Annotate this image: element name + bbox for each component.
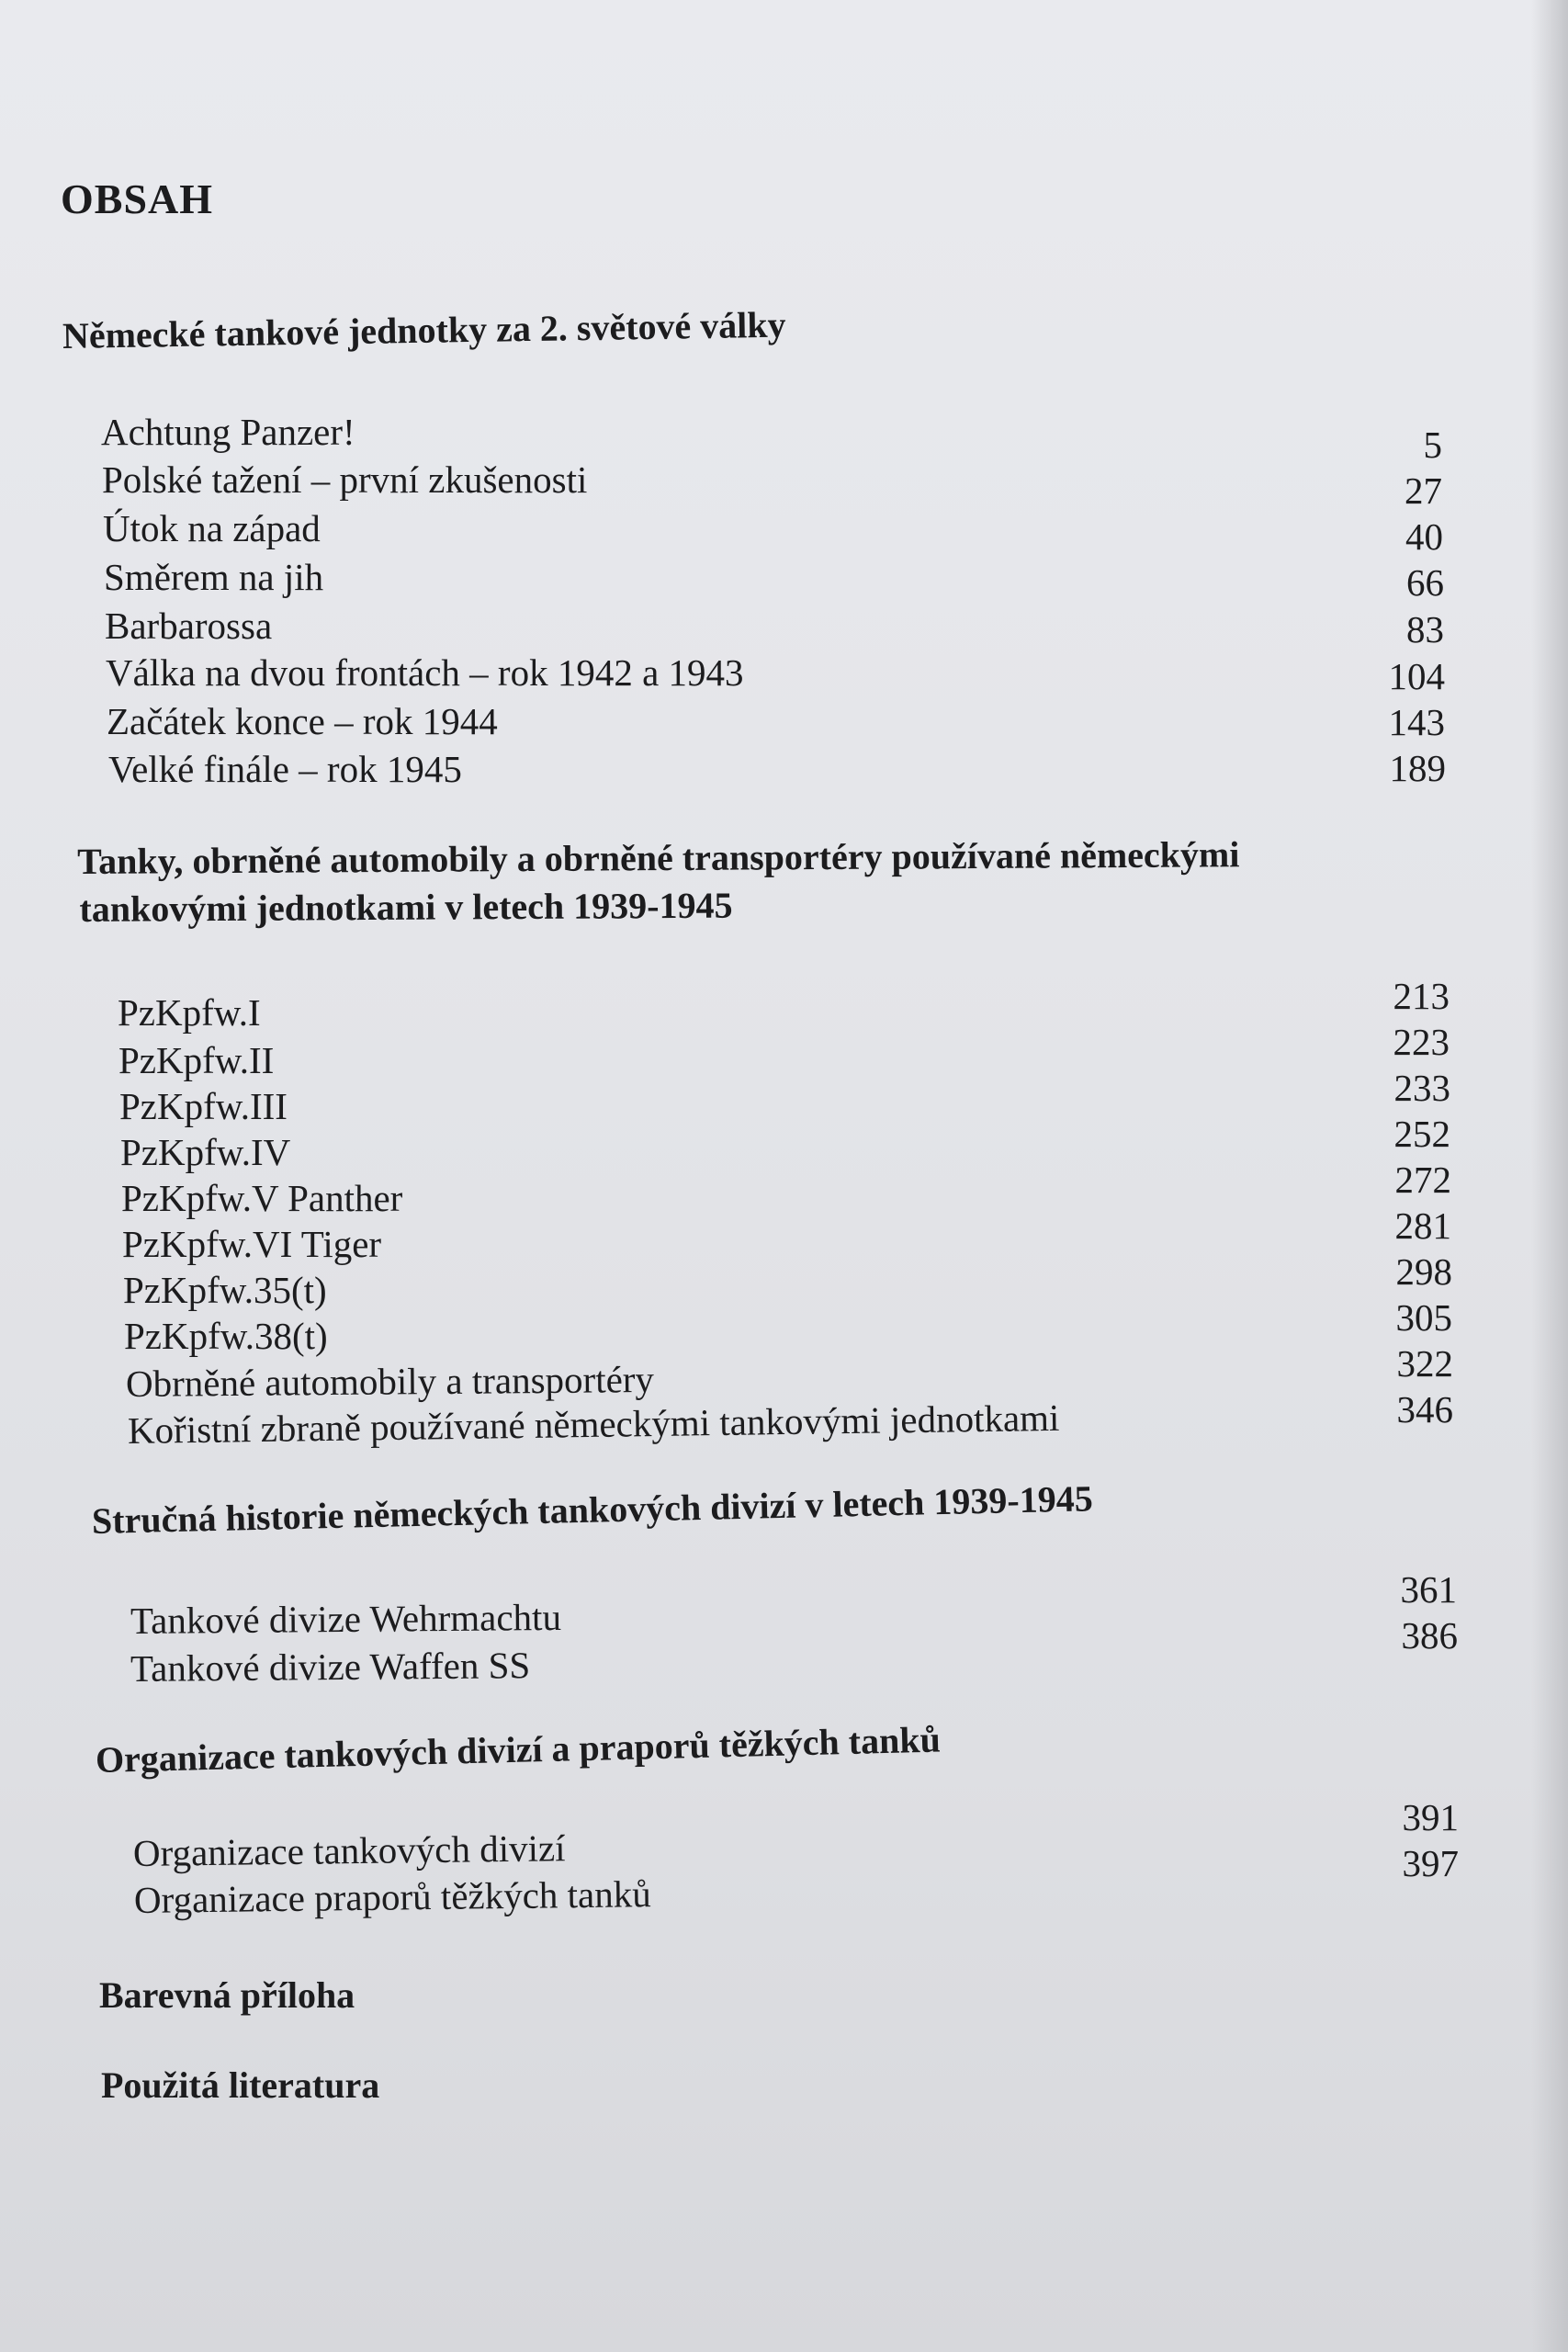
toc-entry-page: 104	[1388, 655, 1445, 697]
toc-entry-label: Směrem na jih	[104, 556, 324, 598]
toc-entry-page: 397	[1402, 1842, 1459, 1884]
toc-entry-page: 391	[1402, 1796, 1459, 1838]
section-2-title: Tanky, obrněné automobily a obrněné transportéry používané německými	[77, 833, 1240, 882]
toc-entry-page: 322	[1396, 1342, 1453, 1385]
page-edge-shadow	[1531, 0, 1568, 2352]
toc-entry-page: 5	[1423, 424, 1442, 466]
toc-entry-label: PzKpfw.35(t)	[123, 1269, 327, 1311]
toc-entry-label: Obrněné automobily a transportéry	[125, 1357, 655, 1405]
toc-entry-page: 223	[1393, 1021, 1450, 1063]
toc-entry-label: Barbarossa	[105, 605, 273, 647]
toc-entry-page: 272	[1394, 1159, 1451, 1201]
toc-entry-page: 361	[1400, 1568, 1457, 1611]
toc-entry-page: 252	[1393, 1113, 1450, 1155]
toc-entry-page: 298	[1395, 1250, 1452, 1293]
section-5-title: Barevná příloha	[99, 1974, 355, 2016]
toc-entry-label: Organizace tankových divizí	[132, 1826, 566, 1874]
toc-entry-page: 143	[1388, 701, 1445, 743]
toc-entry-label: PzKpfw.II	[118, 1039, 275, 1081]
toc-entry-page: 189	[1389, 747, 1446, 789]
page-title: OBSAH	[61, 175, 214, 222]
toc-entry-page: 83	[1406, 608, 1444, 650]
toc-entry-label: PzKpfw.V Panther	[121, 1177, 403, 1219]
toc-entry-label: PzKpfw.III	[119, 1085, 288, 1127]
toc-entry-label: Válka na dvou frontách – rok 1942 a 1943	[106, 651, 744, 694]
toc-entry-page: 213	[1393, 975, 1450, 1017]
section-4-title: Organizace tankových divizí a praporů těžkých tanků	[95, 1718, 942, 1781]
section-1-title: Německé tankové jednotky za 2. světové války	[62, 303, 786, 356]
toc-entry-label: Achtung Panzer!	[101, 411, 355, 453]
toc-entry-page: 27	[1404, 469, 1442, 512]
toc-entry-label: PzKpfw.38(t)	[124, 1315, 328, 1357]
toc-entry-label: Tankové divize Waffen SS	[130, 1644, 531, 1690]
toc-entry-page: 281	[1394, 1204, 1451, 1247]
toc-entry-page: 346	[1396, 1388, 1453, 1430]
toc-entry-label: Velké finále – rok 1945	[108, 748, 462, 790]
toc-entry-page: 40	[1405, 515, 1443, 558]
toc-entry-page: 305	[1395, 1296, 1452, 1339]
toc-entry-label: Polské tažení – první zkušenosti	[102, 458, 588, 501]
section-6-title: Použitá literatura	[101, 2064, 380, 2106]
toc-entry-page: 66	[1406, 561, 1444, 604]
toc-entry-label: PzKpfw.VI Tiger	[122, 1223, 382, 1265]
toc-entry-label: PzKpfw.IV	[120, 1131, 291, 1173]
toc-entry-label: Útok na západ	[103, 507, 321, 549]
toc-entry-label: Kořistní zbraně používané německými tankovými jednotkami	[127, 1396, 1060, 1452]
toc-entry-label: Tankové divize Wehrmachtu	[130, 1595, 562, 1642]
toc-entry-page: 233	[1393, 1067, 1450, 1109]
toc-entry-label: Organizace praporů těžkých tanků	[133, 1872, 651, 1921]
toc-entry-label: Začátek konce – rok 1944	[107, 700, 498, 742]
section-2-title-line2: tankovými jednotkami v letech 1939-1945	[79, 884, 733, 930]
toc-entry-page: 386	[1401, 1614, 1458, 1657]
section-3-title: Stručná historie německých tankových divizí v letech 1939-1945	[91, 1477, 1094, 1542]
toc-entry-label: PzKpfw.I	[118, 991, 261, 1034]
